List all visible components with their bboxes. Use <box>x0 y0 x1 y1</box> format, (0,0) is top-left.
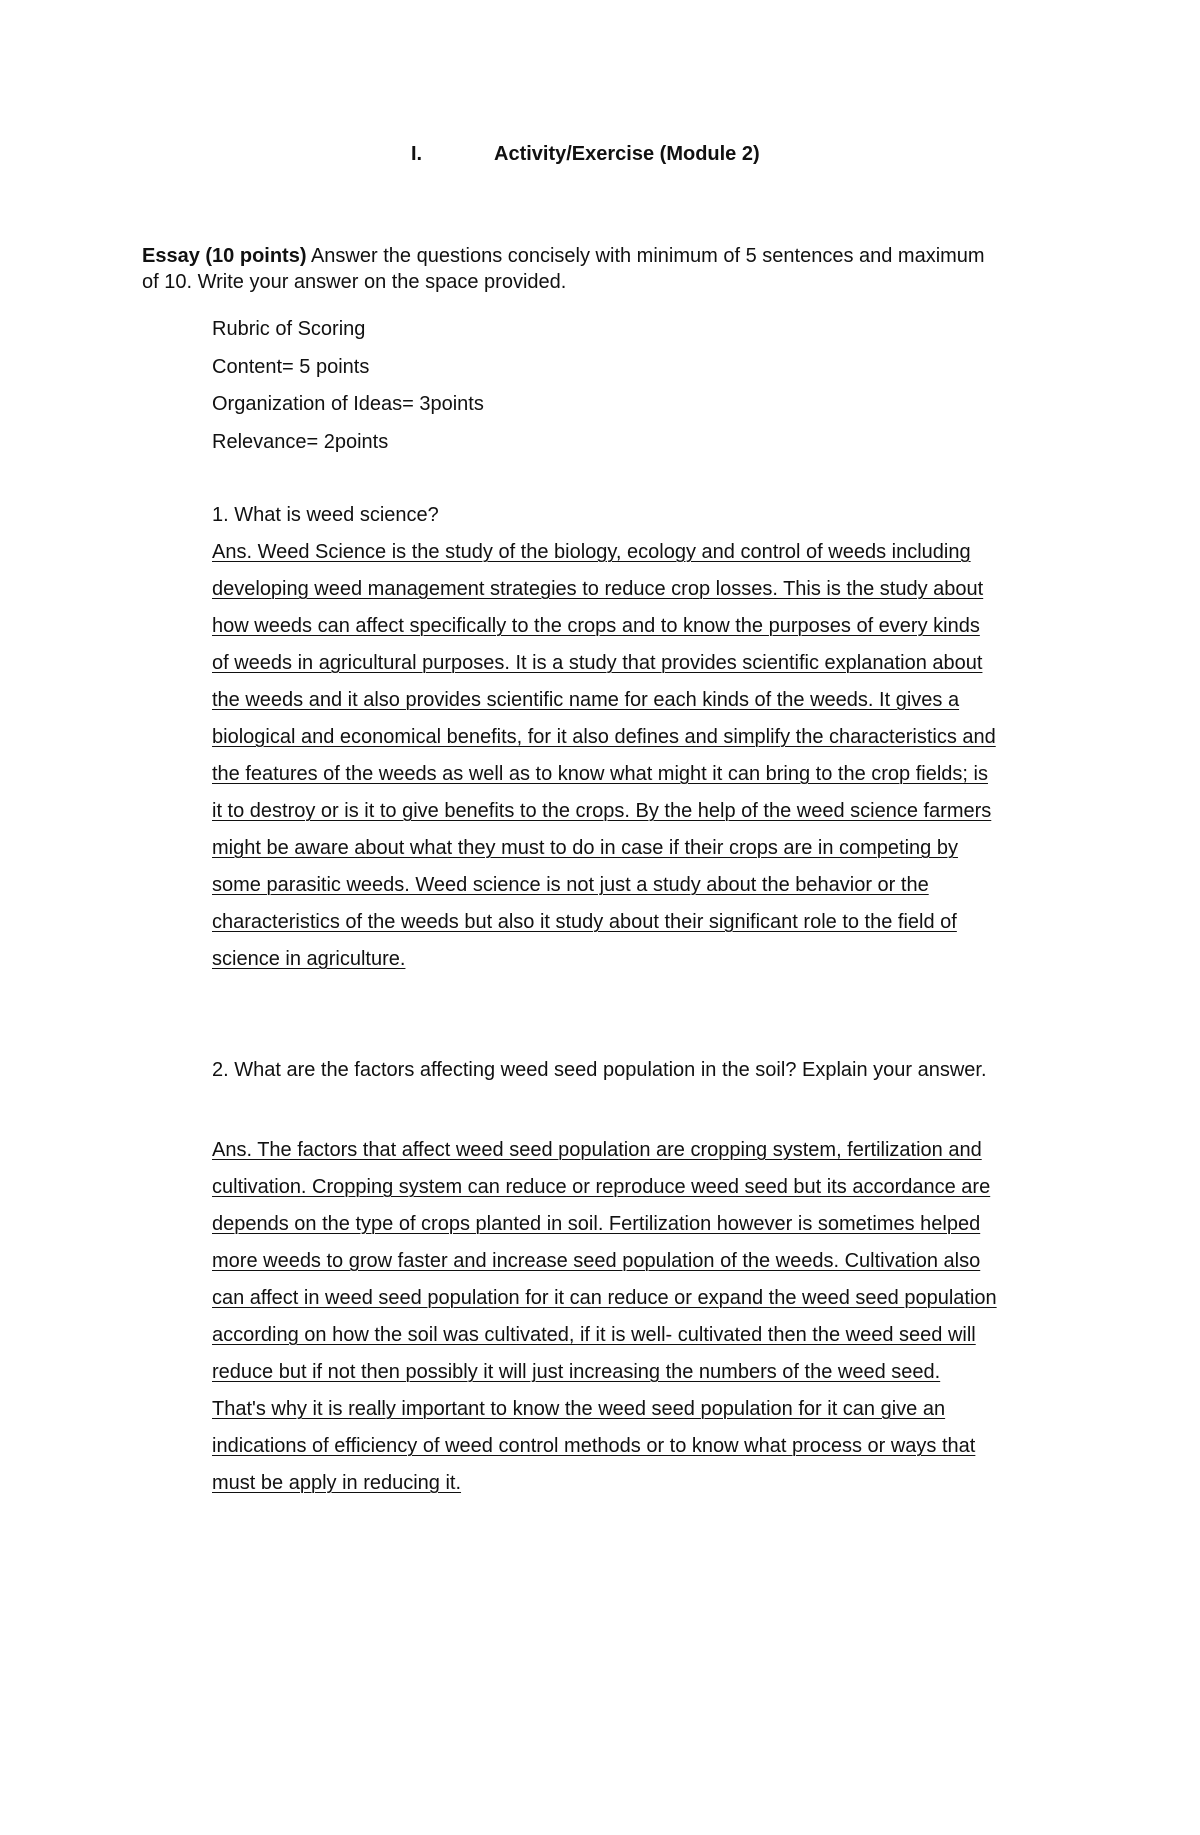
section-number: I. <box>411 143 423 165</box>
answer-1-line: science in agriculture. <box>212 948 406 970</box>
rubric-relevance: Relevance= 2points <box>212 430 389 453</box>
answer-2 <box>212 1132 1072 1502</box>
answer-2-line: depends on the type of crops planted in soil. Fertilization however is sometimes helped <box>212 1213 981 1235</box>
answer-1-line: the features of the weeds as well as to know what might it can bring to the crop fields; is <box>212 763 988 785</box>
answer-1-line: the weeds and it also provides scientific name for each kinds of the weeds. It gives a <box>212 689 960 711</box>
question-1-block <box>212 497 1072 978</box>
answer-2-line: must be apply in reducing it. <box>212 1472 462 1494</box>
question-2-block <box>212 1052 1072 1089</box>
section-title: Activity/Exercise (Module 2) <box>494 143 760 165</box>
answer-1-line: developing weed management strategies to reduce crop losses. This is the study about <box>212 578 984 600</box>
answer-1-line: of weeds in agricultural purposes. It is a study that provides scientific explanation about <box>212 652 983 674</box>
answer-2-line: cultivation. Cropping system can reduce or reproduce weed seed but its accordance are <box>212 1176 991 1198</box>
answer-2-line: can affect in weed seed population for it can reduce or expand the weed seed population <box>212 1287 997 1309</box>
essay-instructions <box>142 243 1062 295</box>
answer-1-line: some parasitic weeds. Weed science is not just a study about the behavior or the <box>212 874 929 896</box>
rubric-content: Content= 5 points <box>212 355 370 378</box>
instructions-line-2: of 10. Write your answer on the space provided. <box>142 271 567 293</box>
rubric-organization: Organization of Ideas= 3points <box>212 393 484 415</box>
scoring-rubric <box>212 311 1072 461</box>
answer-2-line: indications of efficiency of weed control methods or to know what process or ways that <box>212 1435 976 1457</box>
rubric-title: Rubric of Scoring <box>212 318 366 340</box>
answer-1-line: how weeds can affect specifically to the crops and to know the purposes of every kinds <box>212 615 980 637</box>
answer-2-line: reduce but if not then possibly it will just increasing the numbers of the weed seed. <box>212 1361 941 1383</box>
answer-2-line: according on how the soil was cultivated, if it is well- cultivated then the weed seed will <box>212 1324 976 1346</box>
answer-1-line: Ans. Weed Science is the study of the biology, ecology and control of weeds including <box>212 541 971 563</box>
essay-points-label: Essay (10 points) <box>142 245 307 267</box>
answer-1-line: it to destroy or is it to give benefits to the crops. By the help of the weed science farmers <box>212 800 992 822</box>
answer-1-line: characteristics of the weeds but also it study about their significant role to the field of <box>212 911 957 933</box>
question-2-text: 2. What are the factors affecting weed seed population in the soil? Explain your answer. <box>212 1059 987 1081</box>
answer-2-line: more weeds to grow faster and increase seed population of the weeds. Cultivation also <box>212 1250 981 1272</box>
question-1-text: 1. What is weed science? <box>212 504 439 526</box>
answer-1-line: might be aware about what they must to do in case if their crops are in competing by <box>212 837 958 859</box>
answer-2-line: Ans. The factors that affect weed seed population are cropping system, fertilization and <box>212 1139 982 1161</box>
answer-1-line: biological and economical benefits, for it also defines and simplify the characteristics and <box>212 726 996 748</box>
answer-1 <box>212 534 1072 978</box>
instructions-line-1: Answer the questions concisely with minimum of 5 sentences and maximum <box>306 245 985 267</box>
answer-2-line: That's why it is really important to know the weed seed population for it can give an <box>212 1398 946 1420</box>
